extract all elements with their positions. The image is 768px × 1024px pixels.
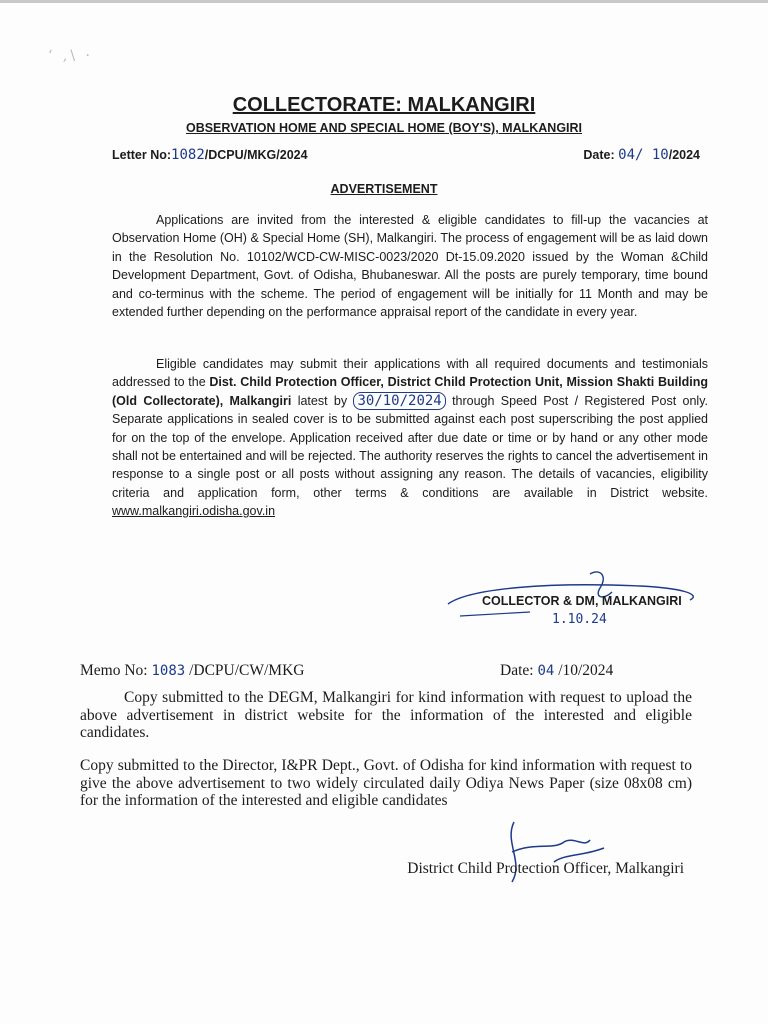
memo-date: Date: 04 /10/2024	[500, 662, 614, 679]
collector-sign-date: 1.10.24	[552, 612, 607, 627]
last-date-handwritten: 30/10/2024	[353, 392, 445, 410]
date-handwritten-day: 04	[618, 147, 635, 163]
letter-date: Date: 04/ 10/2024	[583, 147, 700, 163]
memo-copy-1: Copy submitted to the DEGM, Malkangiri for kind information with request to upload the above advertisement in district website for the information of the interested and eligible candidates.	[80, 689, 692, 741]
advertisement-paragraph-1: Applications are invited from the interested & eligible candidates to fill-up the vacancies at Observation Home (OH) & Special Home (SH), Malkangiri. The process of engagement will be as laid down in the Resolution No. 10102/WCD-CW-MISC-0023/2020 Dt-15.09.2020 issued by the Woman &Child Development Department, Govt. of Odisha, Bhubaneswar. All the posts are purely temporary, time bound and co-terminus with the scheme. The period of engagement will be initially for 11 Month and may be extended further depending on the performance appraisal report of the candidate in every year.	[112, 213, 708, 320]
memo-number-handwritten: 1083	[151, 663, 186, 679]
collector-designation: COLLECTOR & DM, MALKANGIRI	[482, 594, 682, 608]
page-subtitle: OBSERVATION HOME AND SPECIAL HOME (BOY'S), MALKANGIRI	[185, 121, 583, 135]
scan-smudge: ‘ ,\ ·	[48, 48, 93, 64]
memo-number: Memo No: 1083 /DCPU/CW/MKG	[80, 662, 305, 679]
date-handwritten-month: 10	[651, 147, 669, 163]
dcpo-signatory: District Child Protection Officer, Malkangiri	[407, 860, 684, 877]
letter-number: Letter No:1082/DCPU/MKG/2024	[112, 147, 308, 163]
scan-edge	[0, 0, 768, 3]
memo-copy-2: Copy submitted to the Director, I&PR Dept., Govt. of Odisha for kind information with request to give the above advertisement to two widely circulated daily Odiya News Paper (size 08x08 cm) for the information of the interested and eligible candidates	[80, 757, 692, 809]
page-title: COLLECTORATE: MALKANGIRI	[232, 94, 536, 116]
address-bold: Dist. Child Protection Officer, District Child Protection Unit, Mission Shakti Building (Old Collectorate), Malkangiri	[112, 375, 708, 408]
advertisement-paragraph-2: Eligible candidates may submit their applications with all required documents and testimonials addressed to the Dist. Child Protection Officer, District Child Protection Unit, Mission Shakti Building (Old Collectorate), Malkangiri latest by 30/10/2024 through Speed Post / Registered Post only. Separate applications in sealed cover is to be submitted against each post superscribing the post applied for on the top of the envelope. Application received after due date or time or by hand or any other mode shall not be entertained and will be rejected. The authority reserves the rights to cancel the advertisement in response to a single post or all posts without assigning any reason. The details of vacancies, eligibility criteria and application form, other terms & conditions are available in District website. www.malkangiri.odisha.gov.in	[112, 357, 709, 519]
advertisement-heading: ADVERTISEMENT	[330, 182, 438, 196]
district-website-link[interactable]: www.malkangiri.odisha.gov.in	[112, 504, 276, 519]
dcpo-signature-icon	[494, 812, 634, 892]
letter-number-handwritten: 1082	[171, 147, 205, 163]
memo-date-handwritten: 04	[537, 663, 555, 679]
collector-signature-block	[440, 566, 710, 636]
